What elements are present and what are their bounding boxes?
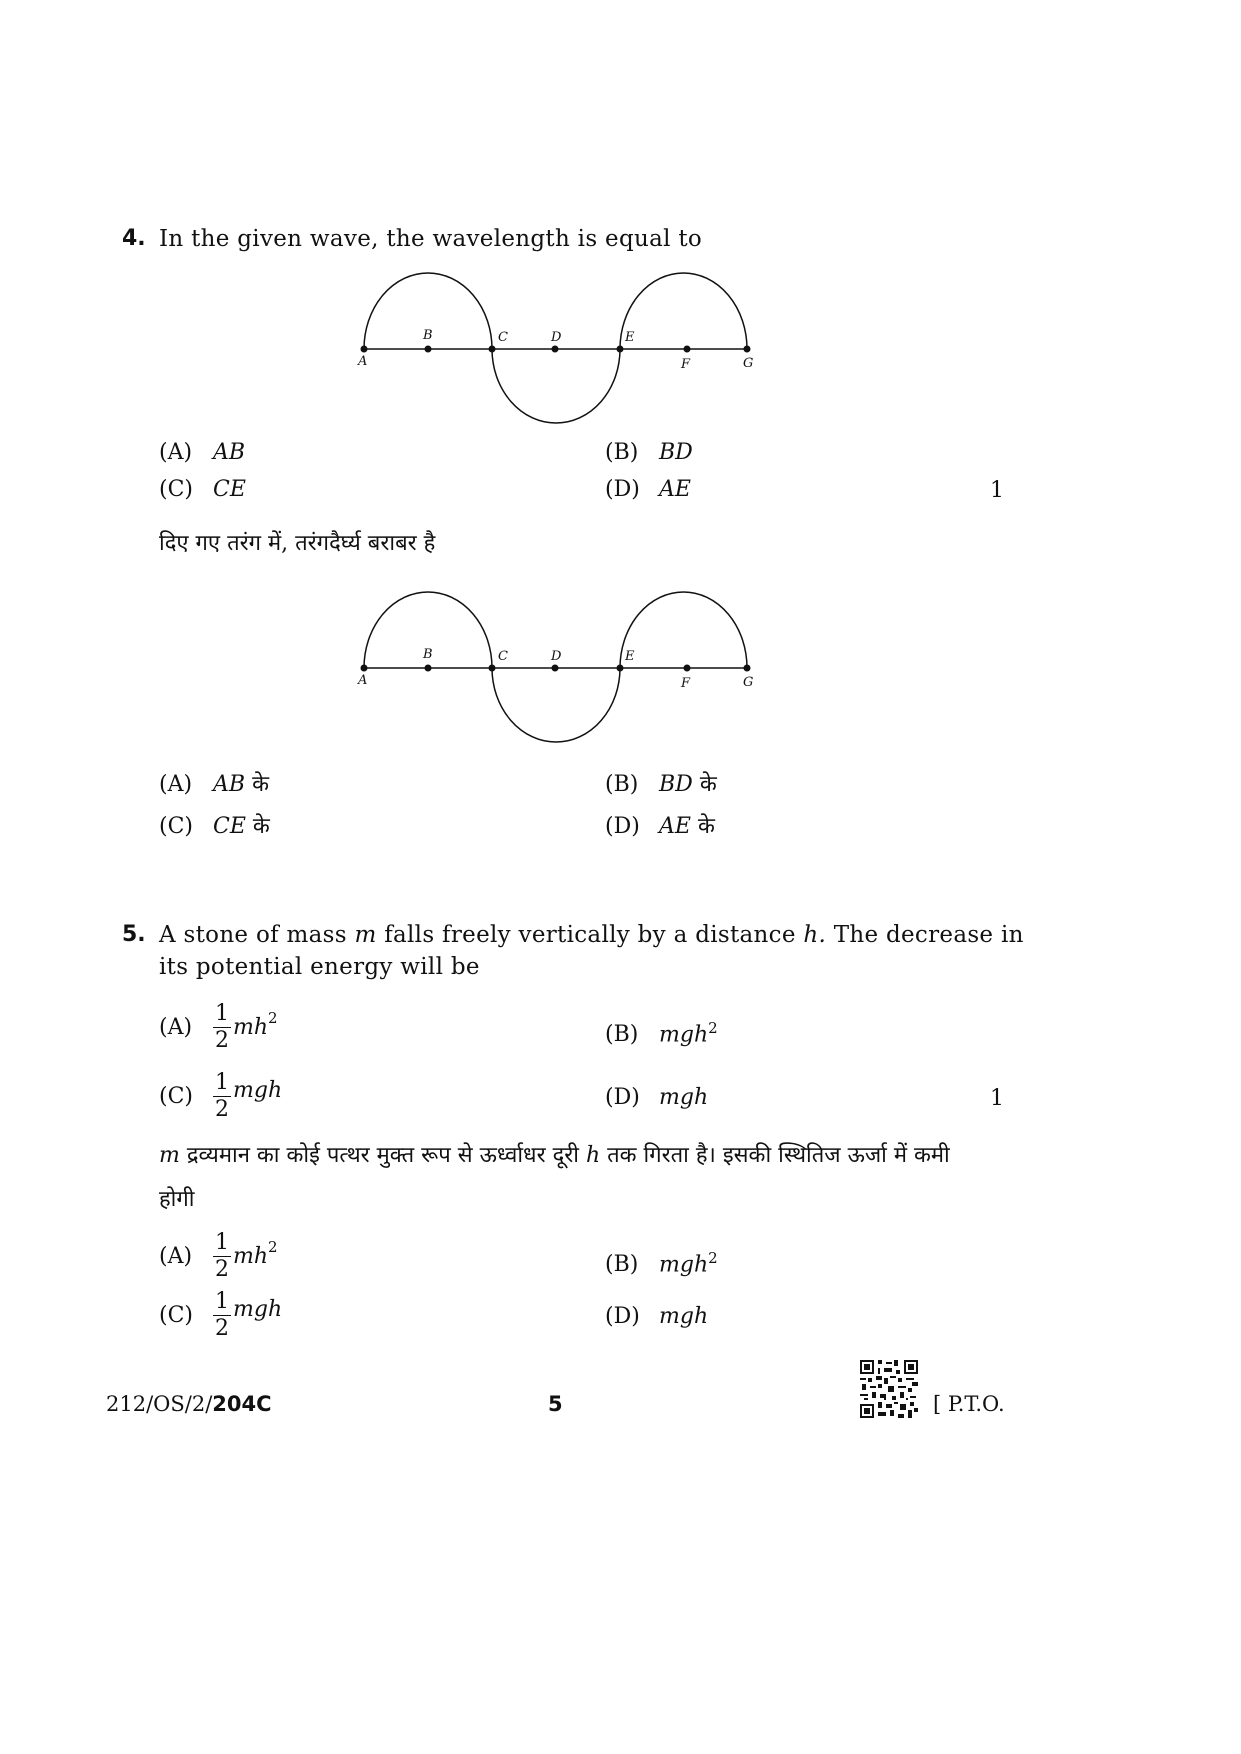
option-suffix: के	[699, 772, 717, 797]
q5-option-a[interactable]	[159, 1001, 278, 1054]
point-g	[744, 346, 751, 353]
option-suffix: के	[697, 814, 715, 839]
option-label: (B)	[605, 772, 639, 797]
q4-option-d[interactable]	[605, 475, 691, 505]
label-d: D	[551, 330, 562, 345]
point-d	[552, 665, 559, 672]
q4-hi-option-c[interactable]	[159, 812, 270, 842]
option-label: (D)	[605, 814, 640, 839]
q5-marks: 1	[990, 1086, 1004, 1111]
question-4-number: 4.	[122, 226, 146, 251]
exponent: 2	[708, 1019, 718, 1037]
fraction-denominator: 2	[215, 1028, 229, 1053]
option-label: (A)	[159, 440, 193, 465]
label-a: A	[358, 354, 368, 369]
option-label: (C)	[159, 814, 193, 839]
option-suffix: के	[252, 772, 269, 797]
option-label: (D)	[605, 477, 640, 502]
option-label: (A)	[159, 1014, 193, 1040]
point-a	[361, 346, 368, 353]
point-a	[361, 665, 368, 672]
option-label: (C)	[159, 477, 193, 502]
label-d: D	[551, 649, 562, 664]
point-e	[617, 346, 624, 353]
text-part: The decrease in	[826, 922, 1024, 948]
option-label: (A)	[159, 772, 193, 797]
exponent: 2	[268, 1237, 278, 1256]
q5-option-d[interactable]	[605, 1083, 708, 1113]
wave-crest	[620, 592, 747, 668]
qr-code-icon	[860, 1360, 918, 1418]
label-f: F	[681, 676, 691, 691]
point-b	[425, 346, 432, 353]
option-value: CE	[213, 814, 246, 839]
q4-hi-option-b[interactable]	[605, 770, 717, 800]
paper-code-bold: 204C	[212, 1392, 272, 1416]
fraction	[213, 1230, 231, 1283]
q4-option-c[interactable]	[159, 475, 246, 505]
wave-diagram-en	[340, 268, 780, 428]
wave-crest	[620, 273, 747, 349]
option-value: mgh	[659, 1085, 709, 1110]
q4-marks: 1	[990, 478, 1004, 503]
wave-trough	[492, 668, 620, 742]
paper-code	[106, 1392, 272, 1416]
option-value: mgh	[659, 1022, 709, 1048]
option-label: (C)	[159, 1302, 193, 1328]
option-label: (A)	[159, 1243, 193, 1269]
label-g: G	[743, 675, 754, 690]
option-value: BD	[659, 772, 693, 797]
fraction-numerator: 1	[215, 1230, 229, 1255]
label-a: A	[358, 673, 368, 688]
fraction	[213, 1289, 231, 1342]
q5-hi-option-a[interactable]	[159, 1230, 278, 1283]
point-e	[617, 665, 624, 672]
option-label: (D)	[605, 1085, 640, 1110]
fraction	[213, 1070, 231, 1123]
option-value: CE	[213, 477, 246, 502]
option-value: mgh	[233, 1077, 283, 1103]
label-e: E	[625, 649, 635, 664]
point-c	[489, 346, 496, 353]
fraction-numerator: 1	[215, 1001, 229, 1026]
var-m: m	[354, 922, 377, 948]
fraction-denominator: 2	[215, 1316, 229, 1341]
label-b: B	[423, 328, 433, 343]
label-f: F	[681, 357, 691, 372]
option-value: mgh	[659, 1304, 709, 1329]
option-value: AB	[213, 440, 246, 465]
option-value: mgh	[233, 1296, 283, 1322]
var-h: h	[585, 1143, 601, 1168]
question-5-text-line-2: its potential energy will be	[159, 954, 480, 980]
q5-hi-option-b[interactable]	[605, 1243, 718, 1280]
fraction-numerator: 1	[215, 1070, 229, 1095]
option-label: (C)	[159, 1083, 193, 1109]
option-value: BD	[659, 440, 693, 465]
label-e: E	[625, 330, 635, 345]
q4-hi-option-a[interactable]	[159, 770, 269, 800]
point-g	[744, 665, 751, 672]
text-part: falls freely vertically by a distance	[376, 922, 804, 948]
q4-option-b[interactable]	[605, 438, 693, 468]
option-value: mgh	[659, 1252, 709, 1278]
question-4-text-hindi: दिए गए तरंग में, तरंगदैर्घ्य बराबर है	[159, 531, 436, 556]
question-5-number: 5.	[122, 922, 146, 947]
point-f	[684, 665, 691, 672]
q5-hi-option-c[interactable]	[159, 1289, 282, 1342]
pto-label: [ P.T.O.	[933, 1392, 1005, 1416]
label-g: G	[743, 356, 754, 371]
option-value: AB	[213, 772, 246, 797]
fraction	[213, 1001, 231, 1054]
fraction-numerator: 1	[215, 1289, 229, 1314]
option-label: (D)	[605, 1304, 640, 1329]
exponent: 2	[708, 1249, 718, 1267]
exponent: 2	[268, 1008, 278, 1027]
paper-code-prefix: 212/OS/2/	[106, 1392, 213, 1416]
option-value: AE	[659, 477, 691, 502]
page-number: 5	[548, 1392, 563, 1416]
var-m: m	[159, 1143, 180, 1168]
q5-option-c[interactable]	[159, 1070, 282, 1123]
label-c: C	[498, 330, 508, 345]
text-part: तक गिरता है। इसकी स्थितिज ऊर्जा में कमी	[600, 1143, 950, 1168]
point-d	[552, 346, 559, 353]
option-label: (B)	[605, 1252, 639, 1278]
option-value: mh	[233, 1243, 269, 1269]
var-h: h.	[803, 922, 827, 948]
question-4-text: In the given wave, the wavelength is equal to	[159, 226, 703, 252]
fraction-denominator: 2	[215, 1097, 229, 1122]
label-c: C	[498, 649, 508, 664]
q5-option-b[interactable]	[605, 1013, 718, 1050]
option-label: (B)	[605, 1022, 639, 1048]
point-b	[425, 665, 432, 672]
wave-trough	[492, 349, 620, 423]
option-value: AE	[659, 814, 691, 839]
wave-diagram-hi	[340, 587, 780, 747]
question-5-text-line-1	[159, 918, 1024, 952]
q4-option-a[interactable]	[159, 438, 245, 468]
question-5-text-hindi-line-1	[159, 1134, 950, 1178]
point-c	[489, 665, 496, 672]
text-part: द्रव्यमान का कोई पत्थर मुक्त रूप से ऊर्ध्वाधर दूरी	[179, 1143, 586, 1168]
fraction-denominator: 2	[215, 1257, 229, 1282]
option-suffix: के	[252, 814, 270, 839]
q5-hi-option-d[interactable]	[605, 1302, 708, 1332]
label-b: B	[423, 647, 433, 662]
point-f	[684, 346, 691, 353]
option-label: (B)	[605, 440, 639, 465]
option-value: mh	[233, 1014, 269, 1040]
text-part: A stone of mass	[159, 922, 355, 948]
q4-hi-option-d[interactable]	[605, 812, 715, 842]
question-5-text-hindi-line-2: होगी	[159, 1187, 195, 1212]
